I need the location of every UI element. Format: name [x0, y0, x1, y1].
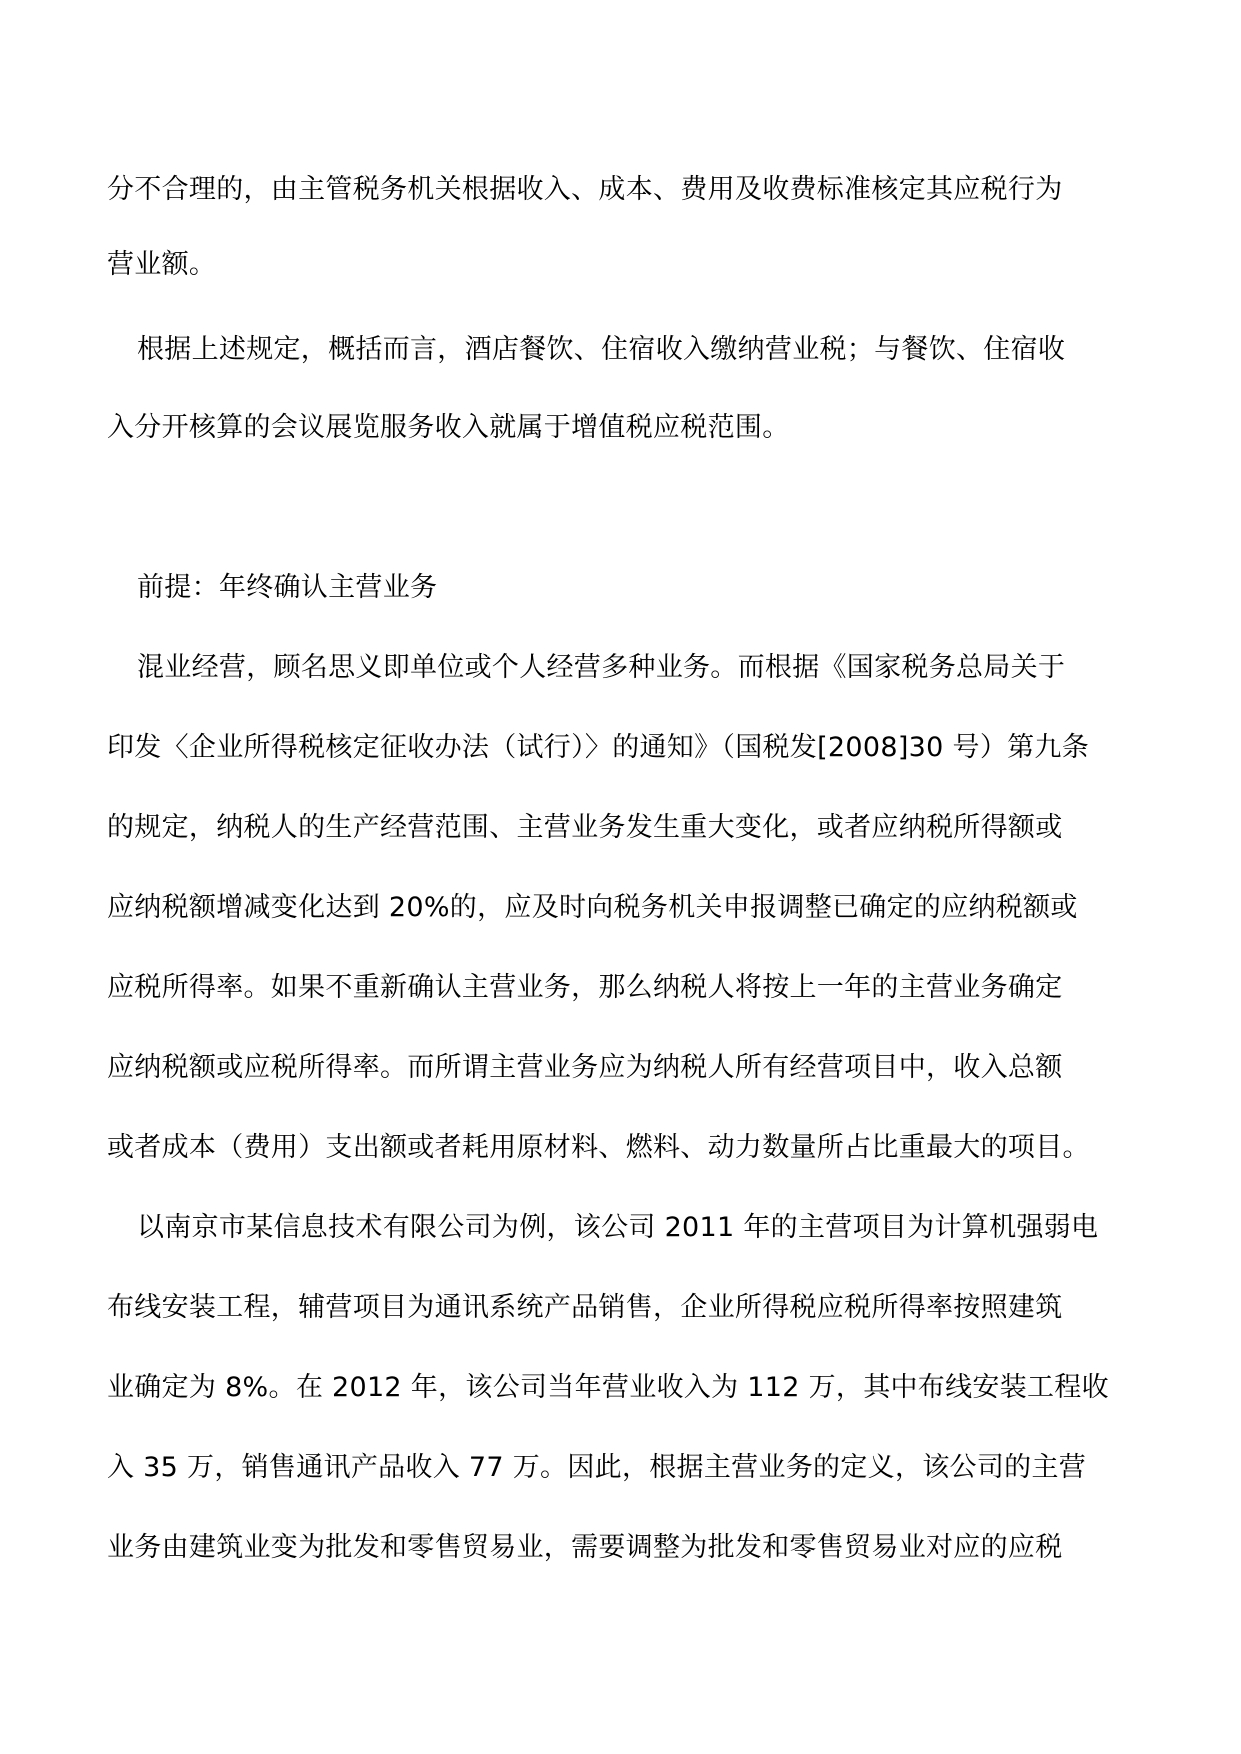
text-line: 入 35 万，销售通讯产品收入 77 万。因此，根据主营业务的定义，该公司的主营 — [107, 1452, 1087, 1483]
text-line: 布线安装工程，辅营项目为通讯系统产品销售，企业所得税应税所得率按照建筑 — [107, 1292, 1063, 1323]
section-heading: 前提：年终确认主营业务 — [137, 572, 438, 603]
text-line: 分不合理的，由主管税务机关根据收入、成本、费用及收费标准核定其应税行为 — [107, 174, 1063, 205]
text-line: 印发〈企业所得税核定征收办法（试行）〉的通知》（国税发[2008]30 号）第九条 — [107, 732, 1090, 763]
text-line: 入分开核算的会议展览服务收入就属于增值税应税范围。 — [107, 412, 790, 443]
text-line: 或者成本（费用）支出额或者耗用原材料、燃料、动力数量所占比重最大的项目。 — [107, 1132, 1090, 1163]
text-line: 应纳税额增减变化达到 20%的，应及时向税务机关申报调整已确定的应纳税额或 — [107, 892, 1078, 923]
text-line: 业务由建筑业变为批发和零售贸易业，需要调整为批发和零售贸易业对应的应税 — [107, 1532, 1063, 1563]
text-line: 业确定为 8%。在 2012 年，该公司当年营业收入为 112 万，其中布线安装工程收 — [107, 1372, 1109, 1403]
text-line: 以南京市某信息技术有限公司为例，该公司 2011 年的主营项目为计算机强弱电 — [137, 1212, 1099, 1243]
text-line: 混业经营，顾名思义即单位或个人经营多种业务。而根据《国家税务总局关于 — [137, 652, 1066, 683]
text-line: 根据上述规定，概括而言，酒店餐饮、住宿收入缴纳营业税；与餐饮、住宿收 — [137, 334, 1066, 365]
text-line: 营业额。 — [107, 249, 217, 280]
text-line: 应税所得率。如果不重新确认主营业务，那么纳税人将按上一年的主营业务确定 — [107, 972, 1063, 1003]
text-line: 应纳税额或应税所得率。而所谓主营业务应为纳税人所有经营项目中，收入总额 — [107, 1052, 1063, 1083]
text-line: 的规定，纳税人的生产经营范围、主营业务发生重大变化，或者应纳税所得额或 — [107, 812, 1063, 843]
